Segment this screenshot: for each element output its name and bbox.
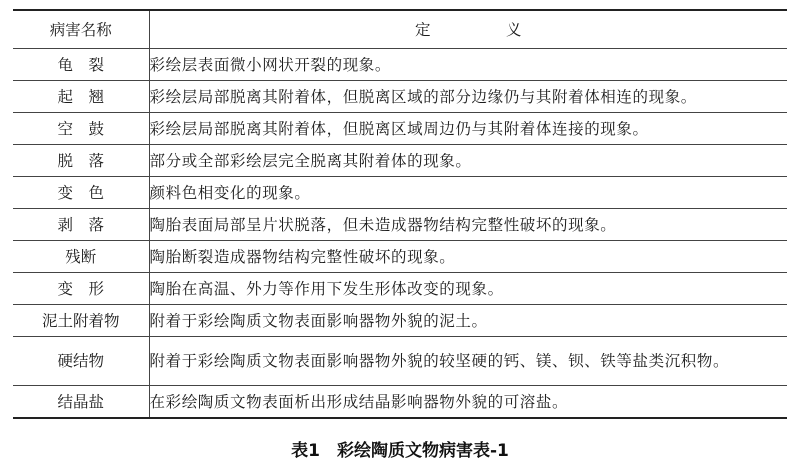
definition-cell: 彩绘层局部脱离其附着体，但脱离区域的部分边缘仍与其附着体相连的现象。	[149, 81, 787, 113]
definition-cell: 附着于彩绘陶质文物表面影响器物外貌的泥土。	[149, 305, 787, 337]
table-row	[13, 337, 787, 386]
definition-cell: 彩绘层表面微小网状开裂的现象。	[149, 49, 787, 81]
table-row	[13, 305, 787, 337]
definition-cell: 陶胎表面局部呈片状脱落，但未造成器物结构完整性破坏的现象。	[149, 209, 787, 241]
disease-name-cell: 残断	[13, 241, 149, 273]
table-row	[13, 113, 787, 145]
disease-name-cell: 结晶盐	[13, 386, 149, 419]
definition-cell: 彩绘层局部脱离其附着体，但脱离区域周边仍与其附着体连接的现象。	[149, 113, 787, 145]
table-row	[13, 49, 787, 81]
disease-name-cell: 变 色	[13, 177, 149, 209]
header-disease-name: 病害名称	[13, 10, 149, 49]
disease-name-cell: 变 形	[13, 273, 149, 305]
disease-name-cell: 脱 落	[13, 145, 149, 177]
table-header-row	[13, 10, 787, 49]
table-row	[13, 241, 787, 273]
disease-name-cell: 龟 裂	[13, 49, 149, 81]
table-row	[13, 209, 787, 241]
disease-table-container	[13, 9, 787, 419]
definition-cell: 附着于彩绘陶质文物表面影响器物外貌的较坚硬的钙、镁、钡、铁等盐类沉积物。	[149, 337, 787, 386]
definition-cell: 在彩绘陶质文物表面析出形成结晶影响器物外貌的可溶盐。	[149, 386, 787, 419]
definition-cell: 陶胎断裂造成器物结构完整性破坏的现象。	[149, 241, 787, 273]
disease-name-cell: 起 翘	[13, 81, 149, 113]
table-row	[13, 273, 787, 305]
table-row	[13, 81, 787, 113]
disease-name-cell: 空 鼓	[13, 113, 149, 145]
disease-table	[13, 9, 787, 419]
definition-cell: 陶胎在高温、外力等作用下发生形体改变的现象。	[149, 273, 787, 305]
definition-cell: 颜料色相变化的现象。	[149, 177, 787, 209]
table-caption: 表1 彩绘陶质文物病害表-1	[291, 441, 509, 461]
disease-name-cell: 硬结物	[13, 337, 149, 386]
disease-name-cell: 泥土附着物	[13, 305, 149, 337]
definition-cell: 部分或全部彩绘层完全脱离其附着体的现象。	[149, 145, 787, 177]
disease-name-cell: 剥 落	[13, 209, 149, 241]
header-definition: 定 义	[149, 10, 787, 49]
table-row	[13, 386, 787, 419]
table-row	[13, 177, 787, 209]
table-row	[13, 145, 787, 177]
